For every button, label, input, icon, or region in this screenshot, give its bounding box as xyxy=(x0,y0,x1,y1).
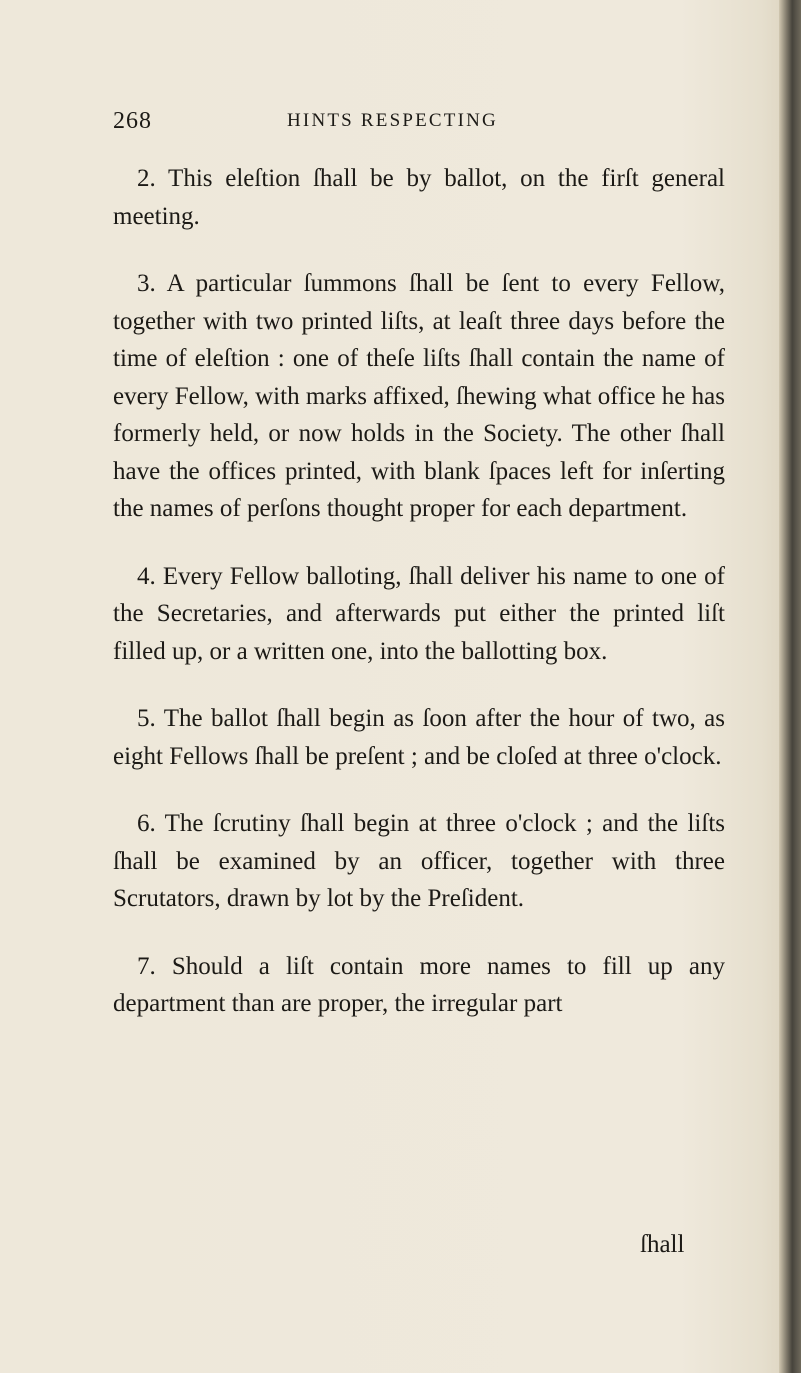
paragraph-5: 5. The ballot ſhall begin as ſoon after the hour of two, as eight Fellows ſhall be preſent ; and be cloſed at three o'clock. xyxy=(113,705,725,770)
paragraph-3: 3. A particular ſummons ſhall be ſent to every Fellow, together with two printed liſts, at leaſt three days before the time of eleſtion : one of theſe liſts ſhall contain the name of every Fellow, with marks affixed, ſhewing what office he has formerly held, or now holds in the Society. The other ſhall have the offices printed, with blank ſpaces left for inſerting the names of perſons thought proper for each department. xyxy=(113,270,725,522)
paragraph-6: 6. The ſcrutiny ſhall begin at three o'clock ; and the liſts ſhall be examined by an officer, together with three Scrutators, drawn by lot by the Preſident. xyxy=(113,810,725,912)
running-head xyxy=(113,108,723,138)
running-title: HINTS RESPECTING xyxy=(287,110,498,131)
paragraph-7: 7. Should a liſt contain more names to fill up any department than are proper, the irregular part xyxy=(113,952,725,1017)
paragraph-4: 4. Every Fellow balloting, ſhall deliver his name to one of the Secretaries, and afterwards put either the printed liſt filled up, or a written one, into the ballotting box. xyxy=(113,562,725,665)
page-binding-edge xyxy=(779,0,801,1373)
catchword: ſhall xyxy=(640,1231,685,1258)
paragraph-2: 2. This eleſtion ſhall be by ballot, on the firſt general meeting. xyxy=(113,165,725,230)
page-number: 268 xyxy=(113,108,152,134)
body-text xyxy=(113,160,725,1053)
